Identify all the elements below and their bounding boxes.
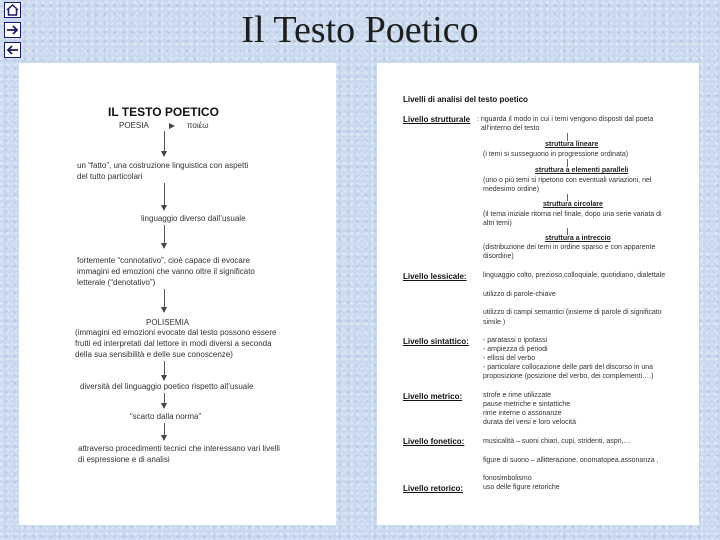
sintattico-4: - particolare collocazione delle parti del discorso in una: [483, 364, 654, 371]
struttura-paralleli-text2: medesimo ordine): [483, 186, 540, 193]
struttura-paralleli-text1: (uno o più temi si ripetono con eventuali variazioni, nel: [483, 177, 652, 184]
metrico-3: rime interne o assonanze: [483, 410, 562, 417]
sintattico-2: - ampiezza di periodi: [483, 346, 548, 353]
polisemia-label: POLISEMIA: [146, 318, 190, 327]
scarto-line: “scarto dalla norma”: [130, 412, 202, 421]
arrow-down-icon: [161, 243, 167, 249]
lessicale-4: simile ): [483, 319, 506, 326]
greek-label: ποιέω: [187, 121, 209, 130]
struttura-intreccio-text2: disordine): [483, 253, 514, 260]
livello-metrico-label: Livello metrico:: [403, 392, 463, 401]
sintattico-5: proposizione (posizione del verbo, dei complementi….): [483, 373, 654, 380]
arrow-down-icon: [161, 307, 167, 313]
arrow-down-icon: [161, 375, 167, 381]
arrow-down-icon: [161, 403, 167, 409]
sintattico-3: - ellissi del verbo: [483, 355, 536, 362]
fatto-line2: del tutto particolari: [77, 172, 143, 181]
fonetico-3: fonosimbolismo: [483, 475, 532, 482]
retorico-1: uso delle figure retoriche: [483, 484, 560, 491]
left-document-page: [19, 63, 336, 525]
struttura-circolare-text2: altri temi): [483, 220, 512, 227]
struttura-circolare-text1: (il tema iniziale ritorna nel finale, dopo una serie variata di: [483, 211, 662, 218]
polisemia-line2: frutti ed interpretati dal lettore in modi diversi a seconda: [75, 339, 272, 348]
left-heading: IL TESTO POETICO: [108, 105, 219, 119]
arrow-down-icon: [161, 205, 167, 211]
arrow-down-icon: [161, 435, 167, 441]
struttura-intreccio-title: struttura a intreccio: [545, 235, 611, 242]
lessicale-3: utilizzo di campi semantici (insieme di parole di significato: [483, 309, 662, 316]
livello-sintattico-label: Livello sintattico:: [403, 337, 469, 346]
lessicale-1: linguaggio colto, prezioso,colloquiale, quotidiano, dialettale: [483, 272, 666, 279]
livello-strutturale-label: Livello strutturale: [403, 115, 471, 124]
connotativo-line1: fortemente “connotativo”, cioè capace di evocare: [77, 256, 250, 265]
procedimenti-line1: attraverso procedimenti tecnici che interessano vari livelli: [78, 444, 280, 453]
procedimenti-line2: di espressione e di analisi: [78, 455, 170, 464]
linguaggio-diverso: linguaggio diverso dall’usuale: [141, 214, 246, 223]
lessicale-2: utilizzo di parole-chiave: [483, 291, 556, 298]
right-heading: Livelli di analisi del testo poetico: [403, 95, 528, 104]
metrico-4: durata dei versi e loro velocità: [483, 419, 576, 426]
right-document-page: [377, 63, 699, 525]
sintattico-1: - paratassi o ipotassi: [483, 337, 548, 344]
connotativo-line2: immagini ed emozioni che vanno oltre il significato: [77, 267, 255, 276]
struttura-intreccio-text1: (distribuzione dei temi in ordine sparso e con apparente: [483, 244, 656, 251]
livello-fonetico-label: Livello fonetico:: [403, 437, 465, 446]
metrico-2: pause metriche e sintattiche: [483, 401, 571, 408]
struttura-circolare-title: struttura circolare: [543, 201, 603, 208]
strutturale-text1: : riguarda il modo in cui i temi vengono disposti dal poeta: [477, 116, 654, 123]
connotativo-line3: letterale (“denotativo”): [77, 278, 156, 287]
struttura-lineare-text: (i temi si susseguono in progressione ordinata): [483, 151, 629, 158]
fonetico-2: figure di suono – allitterazione, onomatopea,assonanza ,: [483, 457, 659, 464]
livello-lessicale-label: Livello lessicale:: [403, 272, 467, 281]
fonetico-1: musicalità – suoni chiari, cupi, stridenti, aspri,…: [483, 438, 631, 445]
polisemia-line1: (immagini ed emozioni evocate dal testo possono essere: [75, 328, 277, 337]
strutturale-text2: all’interno del testo: [481, 125, 540, 132]
poesia-label: POESIA: [119, 121, 149, 130]
struttura-lineare-title: struttura lineare: [545, 141, 599, 148]
arrow-right-icon: [169, 123, 175, 129]
fatto-line1: un “fatto”, una costruzione linguistica con aspetti: [77, 161, 249, 170]
livello-retorico-label: Livello retorico:: [403, 484, 464, 493]
polisemia-line3: della sua sensibilità e delle sue conoscenze): [75, 350, 233, 359]
metrico-1: strofe e rime utilizzate: [483, 392, 552, 399]
struttura-paralleli-title: struttura a elementi paralleli: [535, 167, 629, 174]
arrow-down-icon: [161, 151, 167, 157]
diversita-line: diversità del linguaggio poetico rispetto all’usuale: [80, 382, 254, 391]
slide-title: Il Testo Poetico: [241, 9, 479, 51]
